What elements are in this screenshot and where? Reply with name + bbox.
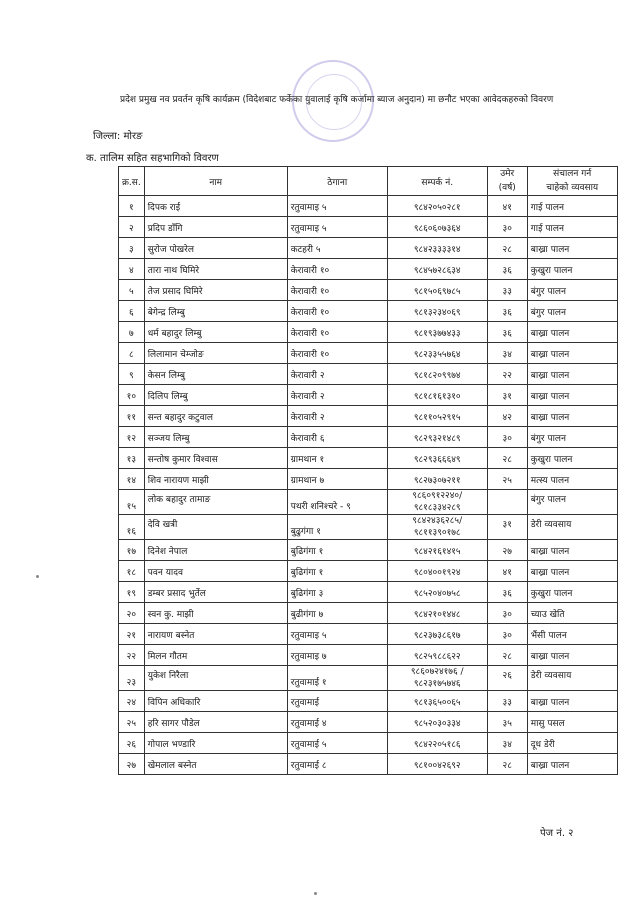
cell-business: बाख्रा पालन [527,561,617,582]
table-row [119,343,618,364]
cell-address: केरावारी ६ [287,427,387,448]
cell-contact [387,666,487,691]
cell-business: कुखुरा पालन [527,582,617,603]
cell-contact: ९८१८२०९९७४ [387,364,487,385]
cell-age: ३६ [487,301,527,322]
cell-name: तेज प्रसाद घिमिरे [144,280,287,301]
cell-address: रतुवामाई ८ [287,754,387,775]
cell-name: पवन यादव [144,561,287,582]
header-name: नाम [144,167,287,196]
cell-age: ३६ [487,582,527,603]
cell-name: खेमलाल बस्नेत [144,754,287,775]
header-business [527,167,617,196]
cell-address: केरावारी १० [287,280,387,301]
cell-contact-line2: ९८२३१७५७४६ [413,679,461,689]
cell-contact: ९८१५०६९७८५ [387,280,487,301]
cell-name: सञ्जय लिम्बु [144,427,287,448]
table-row [119,691,618,712]
header-business-line2: चाहेको व्यवसाय [546,183,599,193]
cell-serial: १६ [119,515,145,540]
cell-name: शिव नारायण माझी [144,469,287,490]
cell-age: ३१ [487,515,527,540]
cell-age: ३५ [487,712,527,733]
cell-contact: ९८१८१६१३१० [387,385,487,406]
cell-age: २८ [487,238,527,259]
table-row [119,385,618,406]
cell-address: बुढुगंगा १ [287,515,387,540]
cell-business: बाख्रा पालन [527,691,617,712]
table-row [119,603,618,624]
table-row [119,624,618,645]
header-address: ठेगाना [287,167,387,196]
cell-business: बाख्रा पालन [527,238,617,259]
cell-serial: २२ [119,645,145,666]
cell-business: भैंसी पालन [527,624,617,645]
cell-serial: ५ [119,280,145,301]
cell-age: ४१ [487,196,527,217]
cell-age: ४१ [487,561,527,582]
table-row [119,666,618,691]
cell-business: डेरी व्यवसाय [527,515,617,540]
cell-contact: ९८२९३६६६४९ [387,448,487,469]
cell-contact-line1: ९८६०७२४१७६ / [410,667,464,677]
cell-address: रतुवामाई १ [287,666,387,691]
cell-age: २५ [487,469,527,490]
table-row [119,301,618,322]
cell-contact-line1: ९८६०९१२२४०/ [412,491,463,501]
cell-address: रतुवामाइ ७ [287,645,387,666]
cell-serial: ९ [119,364,145,385]
cell-serial: २३ [119,666,145,691]
table-row [119,469,618,490]
cell-address: बुढिगंगा १ [287,540,387,561]
cell-contact: ९८२३३५५७६४ [387,343,487,364]
cell-business: गाई पालन [527,217,617,238]
cell-name: तारा नाथ घिमिरे [144,259,287,280]
cell-contact: ९८४२३३३३१४ [387,238,487,259]
cell-serial: १३ [119,448,145,469]
cell-contact: ९८२३७३८६१७ [387,624,487,645]
cell-serial: १४ [119,469,145,490]
cell-business: गाई पालन [527,196,617,217]
cell-address: केरावारी २ [287,385,387,406]
table-row [119,540,618,561]
header-business-line1: संचालन गर्न [553,169,592,179]
cell-name: स्वन कु. माझी [144,603,287,624]
cell-address: रतुवामाइ ५ [287,624,387,645]
cell-serial: २७ [119,754,145,775]
cell-name: दिलिप लिम्बु [144,385,287,406]
cell-business: बंगुर पालन [527,301,617,322]
cell-age: ३६ [487,322,527,343]
table-row [119,259,618,280]
cell-address: केरावारी १० [287,343,387,364]
cell-name: सन्त बहादुर कटुवाल [144,406,287,427]
cell-serial: २५ [119,712,145,733]
cell-age: ३० [487,217,527,238]
cell-address: केरावारी २ [287,406,387,427]
cell-name: नारायण बस्नेत [144,624,287,645]
cell-address: रतुवामाई ५ [287,733,387,754]
cell-serial: ७ [119,322,145,343]
cell-contact: ९८४५७२८६३४ [387,259,487,280]
cell-business: च्याउ खेति [527,603,617,624]
cell-name: धर्म बहादुर लिम्बु [144,322,287,343]
cell-serial: २० [119,603,145,624]
cell-business: डेरी व्यवसाय [527,666,617,691]
cell-age: ४२ [487,406,527,427]
cell-name: दिपक राई [144,196,287,217]
cell-name: दिनेश नेपाल [144,540,287,561]
header-age-line2: (वर्ष) [498,183,516,193]
cell-business: बंगुर पालन [527,490,617,515]
table-row [119,515,618,540]
cell-contact: ९८११०५२९१५ [387,406,487,427]
cell-age: ३० [487,427,527,448]
cell-address: रतुवामाइ ५ [287,217,387,238]
cell-contact-line2: ९८१८३३४२८९ [413,503,461,513]
cell-serial: २६ [119,733,145,754]
cell-contact: ९८१३६५००६५ [387,691,487,712]
cell-age: २६ [487,666,527,691]
cell-name: बेगेन्द्र लिम्बु [144,301,287,322]
cell-business: दूध डेरी [527,733,617,754]
cell-address: बुढिगंगा ३ [287,582,387,603]
table-row [119,217,618,238]
table-row [119,406,618,427]
cell-name: प्रदिप डाँगि [144,217,287,238]
table-row [119,582,618,603]
cell-address: रतुवामाइ ५ [287,196,387,217]
table-row [119,196,618,217]
cell-contact: ९८१००४२६९२ [387,754,487,775]
cell-business: कुखुरा पालन [527,259,617,280]
cell-serial: ३ [119,238,145,259]
cell-age: २८ [487,448,527,469]
cell-address: बुढीगंगा ७ [287,603,387,624]
section-heading: क. तालिम सहित सहभागिको विवरण [86,153,219,164]
table-row [119,561,618,582]
cell-serial: ६ [119,301,145,322]
cell-serial: ८ [119,343,145,364]
cell-address: ग्रामथान ७ [287,469,387,490]
cell-age: २२ [487,364,527,385]
cell-name: विपिन अधिकारि [144,691,287,712]
table-body [119,196,618,775]
applicants-table [118,166,618,775]
cell-serial: ४ [119,259,145,280]
cell-contact [387,490,487,515]
district-label: जिल्ला: मोरङ [93,131,143,142]
cell-serial: १ [119,196,145,217]
table-row [119,490,618,515]
cell-name: सुरोज पोखरेल [144,238,287,259]
cell-address: ग्रामथान १ [287,448,387,469]
cell-address: केरावारी १० [287,322,387,343]
cell-age: ३० [487,603,527,624]
cell-business: कुखुरा पालन [527,448,617,469]
cell-contact [387,515,487,540]
cell-name: लिलामान चेम्जोङ [144,343,287,364]
header-serial: क्र.स. [119,167,145,196]
cell-serial: १९ [119,582,145,603]
header-contact: सम्पर्क नं. [387,167,487,196]
table-row [119,448,618,469]
cell-address: केरावारी २ [287,364,387,385]
cell-age: ३३ [487,280,527,301]
header-age [487,167,527,196]
cell-name: युकेश निरैला [144,666,287,691]
cell-business: बाख्रा पालन [527,645,617,666]
cell-business: बाख्रा पालन [527,406,617,427]
cell-contact: ९८४२१६१४१५ [387,540,487,561]
cell-address: पथरी शनिश्चरे - ९ [287,490,387,515]
cell-serial: १५ [119,490,145,515]
table-row [119,754,618,775]
cell-age [487,490,527,515]
cell-age: ३४ [487,733,527,754]
cell-name: हरि सागर पौडेल [144,712,287,733]
cell-contact-line2: ९८११३९०१७८ [413,528,461,538]
cell-serial: १० [119,385,145,406]
cell-address: बुढिगंगा १ [287,561,387,582]
cell-name: सन्तोष कुमार विश्वास [144,448,287,469]
cell-name: डम्बर प्रसाद भुर्तेल [144,582,287,603]
header-age-line1: उमेर [500,169,515,179]
table-row [119,322,618,343]
cell-name: लोक बहादुर तामाङ [144,490,287,515]
cell-age: ३३ [487,691,527,712]
cell-business: मत्स्य पालन [527,469,617,490]
cell-business: बंगुर पालन [527,427,617,448]
cell-name: देवि खत्री [144,515,287,540]
cell-address: रतुवामाई [287,691,387,712]
cell-age: ३१ [487,385,527,406]
cell-serial: २४ [119,691,145,712]
table-row [119,364,618,385]
cell-name: मिलन गौतम [144,645,287,666]
cell-address: रतुवामाई ४ [287,712,387,733]
cell-age: २८ [487,754,527,775]
table-row [119,712,618,733]
cell-contact: ९८६०६०७३६४ [387,217,487,238]
cell-serial: १८ [119,561,145,582]
scan-speck [36,575,39,578]
cell-serial: १७ [119,540,145,561]
cell-contact: ९८२७३०७२११ [387,469,487,490]
cell-business: बाख्रा पालन [527,385,617,406]
cell-contact-line1: ९८४२४३६२८५/ [412,516,463,526]
table-row [119,733,618,754]
table-header-row [119,167,618,196]
cell-business: बाख्रा पालन [527,343,617,364]
table-row [119,238,618,259]
cell-name: केसन लिम्बु [144,364,287,385]
cell-business: बंगुर पालन [527,280,617,301]
cell-contact: ९८४२२०५१८६ [387,733,487,754]
cell-business: बाख्रा पालन [527,754,617,775]
document-title: प्रदेश प्रमुख नव प्रवर्तन कृषि कार्यक्रम (विदेशबाट फर्केका युवालाई कृषि कर्जामा ब्याज अनुदान) मा छनौट भएका आवेदकहरुको विवरण [120,95,554,105]
table-row [119,427,618,448]
cell-serial: १२ [119,427,145,448]
cell-age: ३४ [487,343,527,364]
cell-age: २८ [487,645,527,666]
cell-business: बाख्रा पालन [527,364,617,385]
table-row [119,645,618,666]
cell-address: केरावारी १० [287,259,387,280]
cell-contact: ९८१३२३४०६९ [387,301,487,322]
cell-age: ३० [487,624,527,645]
scan-speck [314,892,317,895]
cell-business: मासु पसल [527,712,617,733]
cell-serial: २ [119,217,145,238]
cell-address: केरावारी १० [287,301,387,322]
cell-business: बाख्रा पालन [527,322,617,343]
cell-contact: ९८१९३७७४३३ [387,322,487,343]
cell-serial: २१ [119,624,145,645]
cell-serial: ११ [119,406,145,427]
cell-contact: ९८५२०४०७५८ [387,582,487,603]
cell-business: बाख्रा पालन [527,540,617,561]
cell-contact: ९८४२१०१४४८ [387,603,487,624]
cell-address: कटहरी ५ [287,238,387,259]
page-number: पेज नं. २ [540,828,574,839]
table-row [119,280,618,301]
cell-age: २७ [487,540,527,561]
cell-name: गोपाल भण्डारि [144,733,287,754]
cell-contact: ९८०४००१९२४ [387,561,487,582]
cell-contact: ९८२९३२१४८९ [387,427,487,448]
cell-contact: ९८५२०३०३३४ [387,712,487,733]
cell-contact: ९८४२०५०२८१ [387,196,487,217]
cell-contact: ९८२५९८८६२२ [387,645,487,666]
cell-age: ३६ [487,259,527,280]
